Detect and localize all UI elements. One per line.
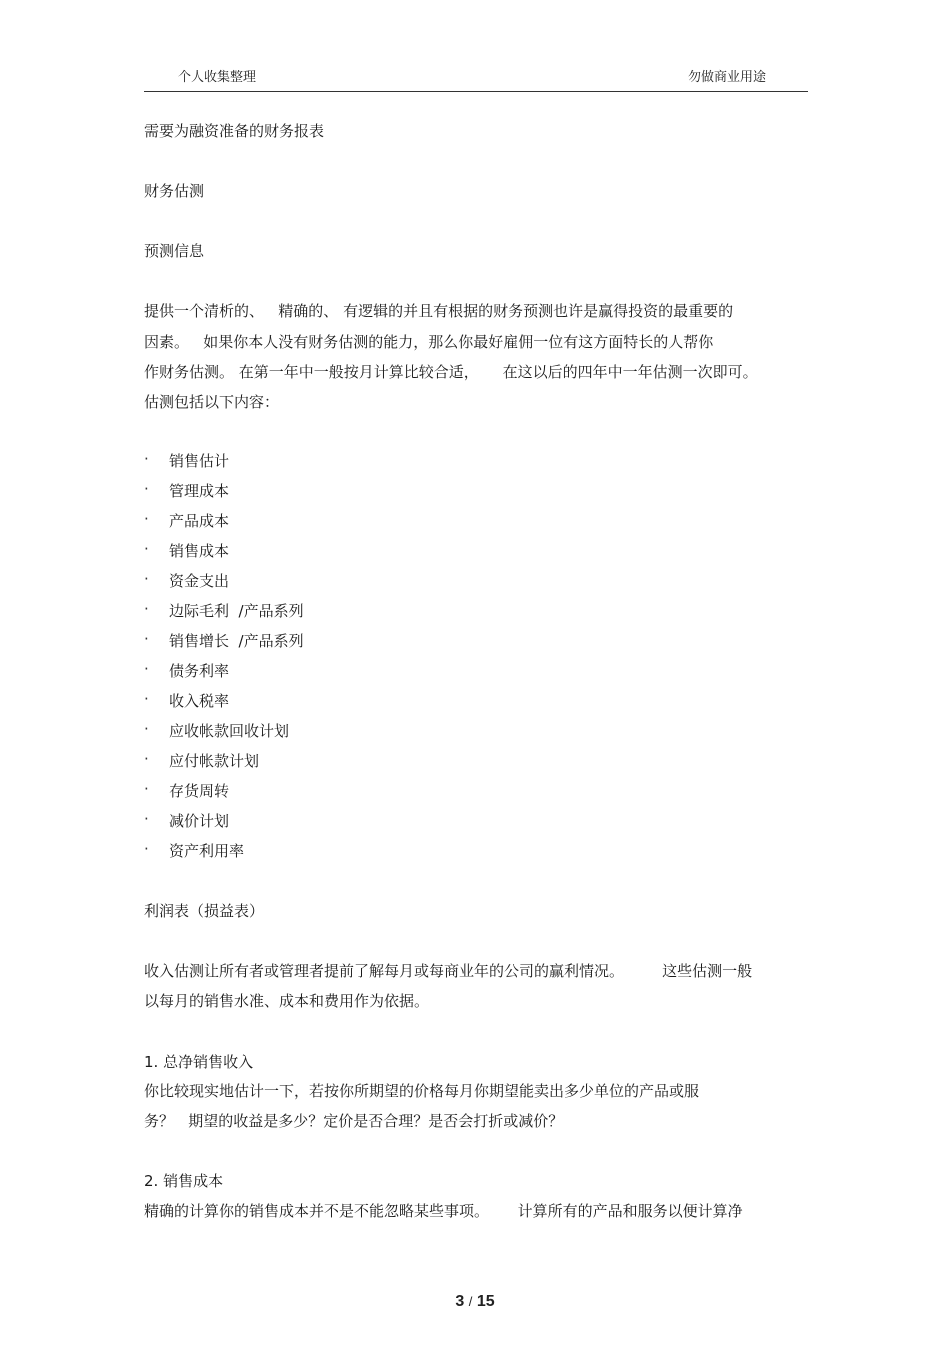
paragraph-line: 你比较现实地估计一下，若按你所期望的价格每月你期望能卖出多少单位的产品或服 bbox=[144, 1082, 700, 1100]
list-item-label: 减价计划 bbox=[169, 812, 230, 830]
income-statement-title: 利润表（损益表） bbox=[144, 902, 265, 920]
paragraph-line: 精确的计算你的销售成本并不是不能忽略某些事项。 计算所有的产品和服务以便计算净 bbox=[144, 1202, 743, 1220]
list-item-label: 应收帐款回收计划 bbox=[169, 722, 290, 740]
list-item-label: 销售估计 bbox=[169, 452, 230, 470]
bullet-dot: · bbox=[144, 750, 149, 768]
bullet-dot: · bbox=[144, 480, 149, 498]
bullet-dot: · bbox=[144, 450, 149, 468]
list-item-label: 应付帐款计划 bbox=[169, 752, 260, 770]
list-item-label: 债务利率 bbox=[169, 662, 230, 680]
paragraph-line: 务？ 期望的收益是多少？定价是否合理？是否会打折或减价？ bbox=[144, 1112, 564, 1130]
list-item-label: 边际毛利 /产品系列 bbox=[169, 602, 304, 620]
page-separator: / bbox=[468, 1294, 473, 1309]
list-item-label: 资金支出 bbox=[169, 572, 230, 590]
list-item-label: 产品成本 bbox=[169, 512, 230, 530]
list-item-label: 销售成本 bbox=[169, 542, 230, 560]
subtitle-forecast-info: 预测信息 bbox=[144, 242, 205, 260]
bullet-dot: · bbox=[144, 810, 149, 828]
header-rule bbox=[144, 91, 808, 92]
bullet-dot: · bbox=[144, 840, 149, 858]
page-header-left: 个人收集整理 bbox=[178, 70, 257, 85]
page-number bbox=[0, 1293, 950, 1311]
paragraph-line: 估测包括以下内容： bbox=[144, 393, 280, 411]
list-item-label: 管理成本 bbox=[169, 482, 230, 500]
item-title: 2. 销售成本 bbox=[144, 1172, 224, 1190]
bullet-dot: · bbox=[144, 720, 149, 738]
section-title: 需要为融资准备的财务报表 bbox=[144, 122, 325, 140]
bullet-dot: · bbox=[144, 660, 149, 678]
list-item-label: 资产利用率 bbox=[169, 842, 245, 860]
paragraph-line: 作财务估测。 在第一年中一般按月计算比较合适， 在这以后的四年中一年估测一次即可。 bbox=[144, 363, 758, 381]
bullet-dot: · bbox=[144, 510, 149, 528]
paragraph-line: 提供一个清析的、 精确的、 有逻辑的并且有根据的财务预测也许是赢得投资的最重要的 bbox=[144, 302, 734, 320]
item-title: 1. 总净销售收入 bbox=[144, 1053, 254, 1071]
list-item-label: 存货周转 bbox=[169, 782, 230, 800]
bullet-dot: · bbox=[144, 600, 149, 618]
bullet-dot: · bbox=[144, 780, 149, 798]
paragraph-line: 因素。 如果你本人没有财务估测的能力，那么你最好雇佣一位有这方面特长的人帮你 bbox=[144, 333, 714, 351]
paragraph-line: 以每月的销售水准、成本和费用作为依据。 bbox=[144, 992, 430, 1010]
page-header-right: 勿做商业用途 bbox=[688, 70, 767, 85]
bullet-dot: · bbox=[144, 570, 149, 588]
list-item-label: 收入税率 bbox=[169, 692, 230, 710]
bullet-dot: · bbox=[144, 630, 149, 648]
paragraph-line: 收入估测让所有者或管理者提前了解每月或每商业年的公司的赢利情况。 这些估测一般 bbox=[144, 962, 753, 980]
current-page: 3 bbox=[455, 1293, 465, 1310]
subtitle-financial-forecast: 财务估测 bbox=[144, 182, 205, 200]
total-pages: 15 bbox=[476, 1293, 495, 1310]
bullet-dot: · bbox=[144, 540, 149, 558]
list-item-label: 销售增长 /产品系列 bbox=[169, 632, 304, 650]
bullet-dot: · bbox=[144, 690, 149, 708]
